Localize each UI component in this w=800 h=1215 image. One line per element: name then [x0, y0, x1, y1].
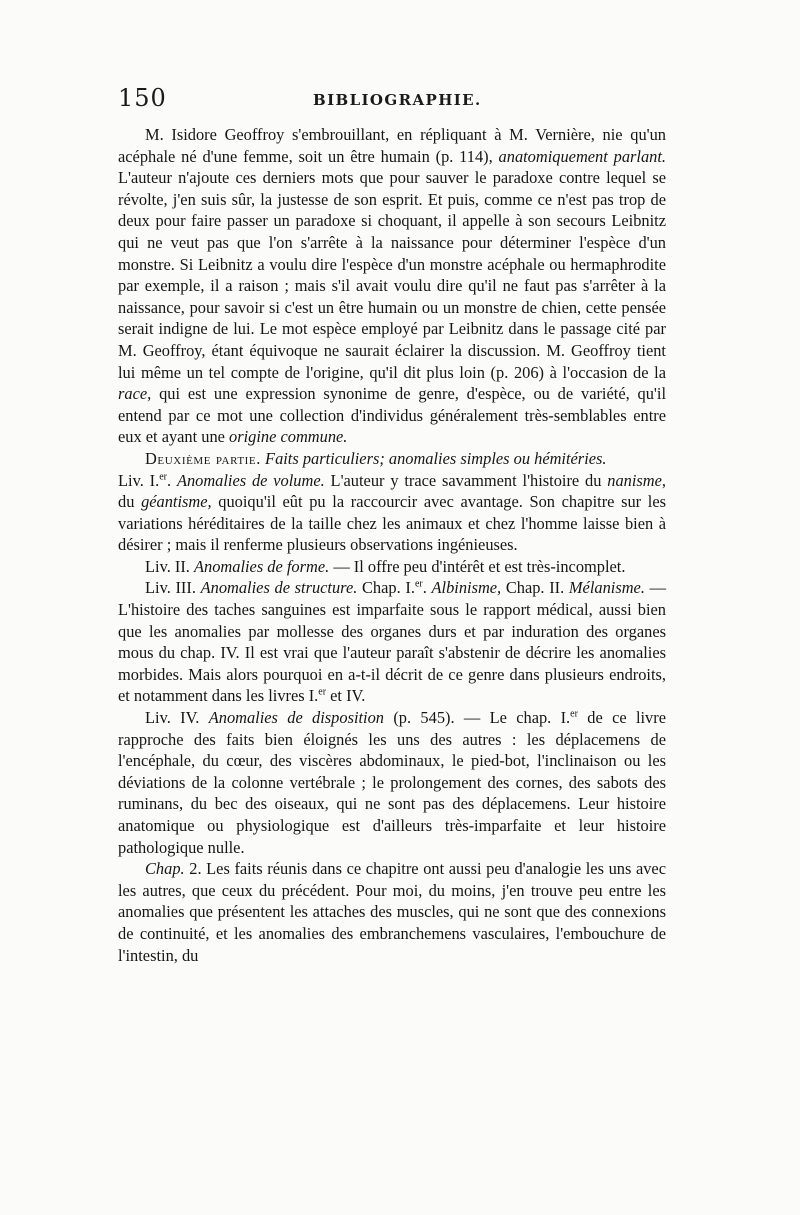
paragraph-livre-4	[118, 707, 666, 858]
italic-run: Anomalies de volume.	[176, 470, 325, 490]
text-run: M. Isidore Geoffroy s'embrouillant, en répliquant à M. Vernière, nie qu'un acéphale né d'une femme, soit un être humain (p. 114),	[118, 125, 666, 166]
italic-run: race	[118, 384, 148, 404]
body-text	[118, 124, 666, 966]
text-run: L'auteur y trace savamment l'histoire du	[324, 470, 608, 490]
text-run: L'auteur n'ajoute ces derniers mots que pour sauver le paradoxe contre lequel se révolte, j'en suis sûr, la justesse de son esprit. Et puis, comme ce n'est pas trop de deux pour faire passer un paradoxe si choquant, il appelle à son secours Leibnitz qui ne veut pas que l'on s'arrête à la naissance pour déterminer l'espèce d'un monstre. Si Leibnitz a voulu dire l'espèce d'un monstre acéphale ou hermaphrodite par exemple, il a raison ; mais s'il avait voulu dire qu'il ne faut pas s'arrêter à la naissance, pour savoir si c'est un être humain ou un monstre de chien, cette pensée serait indigne de lui. Le mot espèce employé par Leibnitz dans le passage cité par M. Geoffroy, étant équivoque ne saurait éclairer la discussion. M. Geoffroy tient lui même un tel compte de l'origine, qu'il dit plus loin (p. 206) à l'occasion de la	[118, 168, 666, 382]
italic-run: Anomalies de disposition	[208, 708, 385, 728]
italic-run: Anomalies de structure.	[200, 578, 358, 598]
text-run: — Il offre peu d'intérêt et est très-incomplet.	[329, 556, 626, 576]
italic-run: origine commune.	[229, 427, 348, 447]
italic-run: Anomalies de forme.	[194, 556, 330, 576]
section-heading	[118, 448, 666, 470]
text-run: Chap. I.	[357, 578, 415, 598]
text-run: .	[166, 470, 177, 490]
superscript: er	[318, 686, 327, 698]
text-run: de ce livre rapproche des faits bien éloignés les uns des autres : les déplacemens de l'encéphale, du cœur, des viscères abdominaux, le pied-bot, l'inclinaison ou les déviations de la colonne vertébrale ; le prolongement des cornes, des sabots des ruminans, du bec des oiseaux, qui ne sont pas des déplacemens. Leur histoire anatomique ou physiologique est d'ailleurs très-imparfaite et leur histoire pathologique nulle.	[118, 708, 666, 857]
italic-run: géantisme,	[141, 492, 212, 512]
text-run: (p. 545). — Le chap. I.	[384, 708, 571, 728]
italic-run: Albinisme,	[431, 578, 502, 598]
text-run: Liv. IV.	[145, 708, 209, 728]
italic-run: Faits particuliers; anomalies simples ou hémitéries.	[260, 448, 607, 468]
running-title: BIBLIOGRAPHIE.	[313, 91, 482, 109]
text-run: .	[422, 578, 432, 598]
text-run: Chap. II.	[501, 578, 569, 598]
text-run: , du	[118, 470, 667, 512]
text-run: — L'histoire des taches sanguines est imparfaite sous le rapport médical, aussi bien que les anomalies par mollesse des organes durs et par induration des organes mous du chap. IV. Il est vrai que l'auteur paraît s'abstenir de décrire les anomalies morbides. Mais alors pourquoi en a-t-il décrit de ce genre dans plusieurs endroits, et notamment dans les livres I.	[118, 578, 666, 706]
superscript: er	[570, 708, 578, 720]
small-caps-run: Deuxième partie.	[145, 448, 261, 468]
italic-run: Mélanisme.	[568, 578, 645, 598]
paragraph-livre-2	[118, 556, 666, 578]
paragraph-chap-2	[118, 858, 666, 966]
paragraph-livre-1	[118, 470, 666, 556]
text-run: quoiqu'il eût pu la raccourcir avec avantage. Son chapitre sur les variations héréditaires de la taille chez les animaux et chez l'homme laisse bien à désirer ; mais il renferme plusieurs observations ingénieuses.	[118, 492, 666, 555]
page-header	[118, 84, 664, 118]
paragraph-geoffroy	[118, 124, 666, 448]
text-run: Liv. III.	[145, 578, 201, 598]
text-run: et IV.	[326, 686, 366, 706]
italic-run: nanisme	[607, 470, 662, 490]
text-run: Liv. II.	[145, 556, 195, 576]
superscript: er	[159, 471, 167, 483]
text-run: , qui est une expression synonime de genre, d'espèce, ou de variété, qu'il entend par ce mot une collection d'individus généralement très-semblables entre eux et ayant une	[118, 384, 666, 447]
page-number: 150	[118, 84, 167, 112]
italic-run: anatomiquement parlant.	[498, 146, 666, 166]
text-run: 2. Les faits réunis dans ce chapitre ont aussi peu d'analogie les uns avec les autres, que ceux du précédent. Pour moi, du moins, j'en trouve peu entre les anomalies que présentent les attaches des muscles, qui ne sont que des connexions de continuité, et les anomalies des embranchemens vasculaires, l'embouchure de l'intestin, du	[118, 859, 666, 965]
italic-run: Chap.	[145, 859, 185, 879]
paragraph-livre-3	[118, 577, 666, 707]
text-run: Liv. I.	[118, 470, 160, 490]
superscript: er	[414, 579, 423, 590]
